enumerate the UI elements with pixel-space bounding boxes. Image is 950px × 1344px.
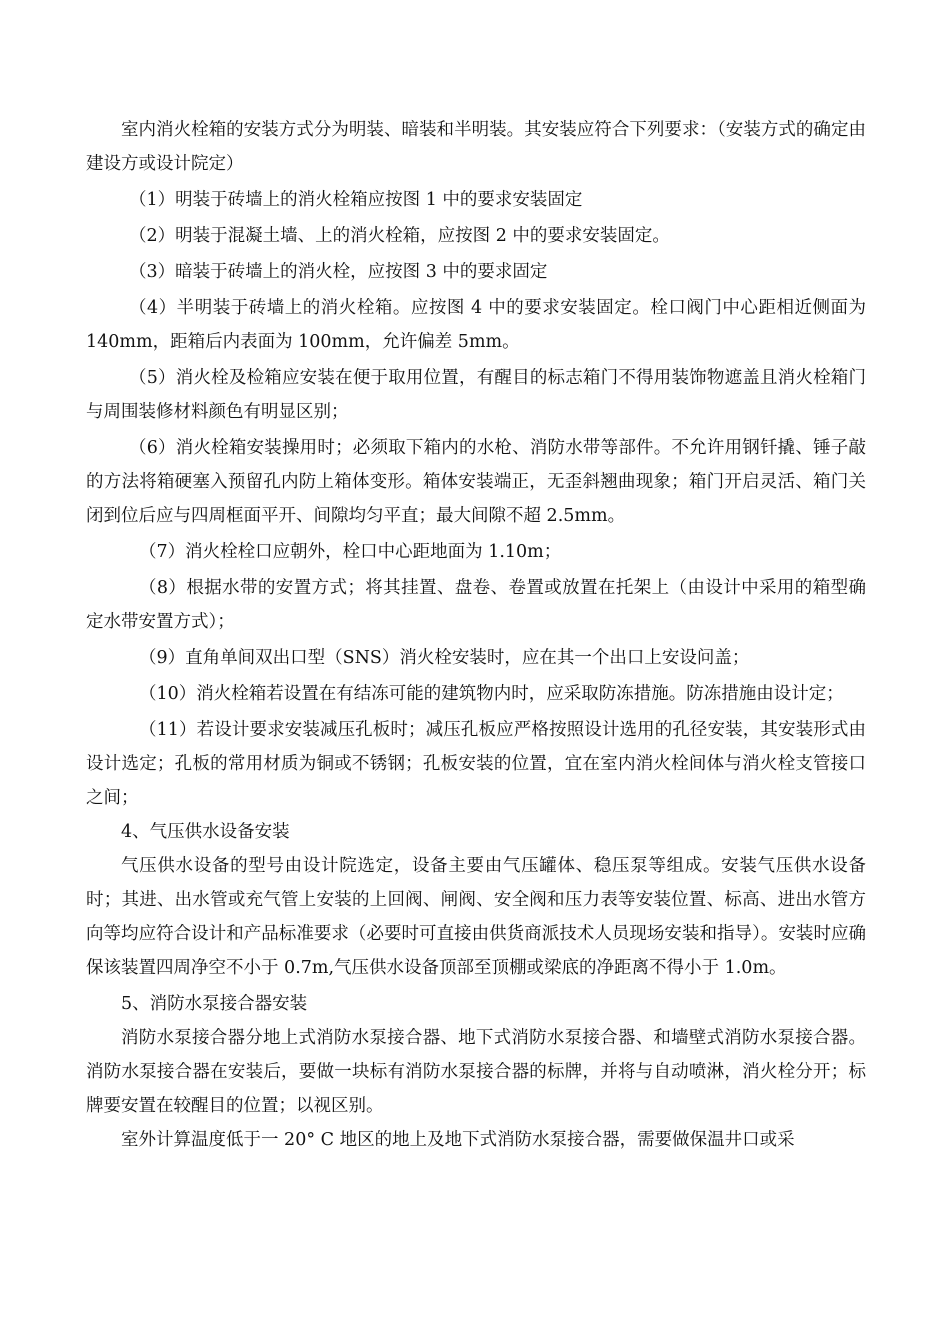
list-item-3: （3）暗装于砖墙上的消火栓，应按图 3 中的要求固定 [129,262,548,282]
paragraph-pump-connector: 消防水泵接合器分地上式消防水泵接合器、地下式消防水泵接合器、和墙壁式消防水泵接合器。消防水泵接合器在安装后，要做一块标有消防水泵接合器的标牌，并将与自动喷淋，消火栓分开；标牌要安置在较醒目的位置；以视区别。 [86,1028,866,1116]
list-item-7: （7）消火栓栓口应朝外，栓口中心距地面为 1.10m； [139,542,562,562]
paragraph-intro: 室内消火栓箱的安装方式分为明装、暗装和半明装。其安装应符合下列要求：（安装方式的确定由建设方或设计院定） [86,120,866,174]
paragraph-cold-region: 室外计算温度低于一 20° C 地区的地上及地下式消防水泵接合器，需要做保温井口或采 [121,1130,795,1150]
list-item-8: （8）根据水带的安置方式；将其挂置、盘卷、卷置或放置在托架上（由设计中采用的箱型确定水带安置方式）； [86,578,866,632]
section-heading-5: 5、消防水泵接合器安装 [121,994,308,1014]
list-item-9: （9）直角单间双出口型（SNS）消火栓安装时，应在其一个出口上安设问盖； [139,648,750,668]
list-item-6: （6）消火栓箱安装操用时；必须取下箱内的水枪、消防水带等部件。不允许用钢钎撬、锤子敲的方法将箱硬塞入预留孔内防上箱体变形。箱体安装端正，无歪斜翘曲现象；箱门开启灵活、箱门关闭到位后应与四周框面平开、间隙均匀平直；最大间隙不超 2.5mm。 [86,438,866,526]
section-heading-4: 4、气压供水设备安装 [121,822,290,842]
list-item-1: （1）明装于砖墙上的消火栓箱应按图 1 中的要求安装固定 [129,190,583,210]
list-item-4: （4）半明装于砖墙上的消火栓箱。应按图 4 中的要求安装固定。栓口阀门中心距相近侧面为 140mm，距箱后内表面为 100mm，允许偏差 5mm。 [86,298,866,352]
document-body [86,113,866,1157]
paragraph-pressure-supply: 气压供水设备的型号由设计院选定，设备主要由气压罐体、稳压泵等组成。安装气压供水设备时；其进、出水管或充气管上安装的上回阀、闸阀、安全阀和压力表等安装位置、标高、进出水管方向等均应符合设计和产品标准要求（必要时可直接由供货商派技术人员现场安装和指导）。安装时应确保该装置四周净空不小于 0.7m,气压供水设备顶部至顶棚或梁底的净距离不得小于 1.0m。 [86,856,866,978]
list-item-5: （5）消火栓及检箱应安装在便于取用位置，有醒目的标志箱门不得用装饰物遮盖且消火栓箱门与周围装修材料颜色有明显区别； [86,368,866,422]
list-item-10: （10）消火栓箱若设置在有结冻可能的建筑物内时，应采取防冻措施。防冻措施由设计定； [139,684,844,704]
list-item-11: （11）若设计要求安装减压孔板时；减压孔板应严格按照设计选用的孔径安装，其安装形式由设计选定；孔板的常用材质为铜或不锈钢；孔板安装的位置，宜在室内消火栓间体与消火栓支管接口之间； [86,720,866,808]
list-item-2: （2）明装于混凝土墙、上的消火栓箱，应按图 2 中的要求安装固定。 [129,226,670,246]
